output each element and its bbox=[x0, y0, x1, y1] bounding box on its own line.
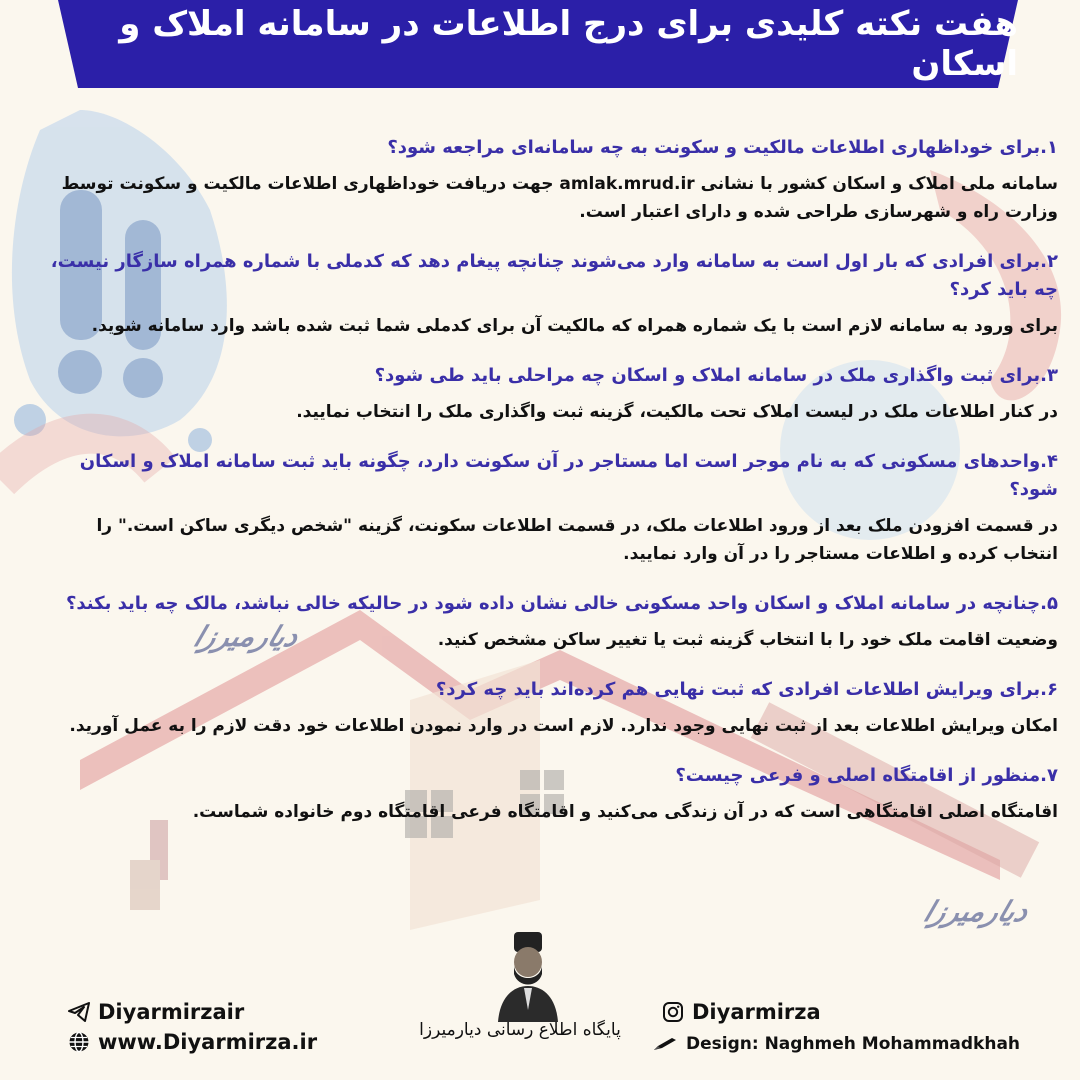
answer: وضعیت اقامت ملک خود را با انتخاب گزینه ثبت یا تغییر ساکن مشخص کنید. bbox=[437, 630, 1058, 650]
answer: در قسمت افزودن ملک بعد از ورود اطلاعات ملک، در قسمت اطلاعات سکونت، گزینه "شخص دیگری ساکن است." را انتخاب کرده و اطلاعات مستاجر را در آن وارد نمایید. bbox=[96, 516, 1058, 564]
qa-item bbox=[38, 118, 1058, 232]
qa-item bbox=[38, 574, 1058, 660]
qa-item bbox=[38, 746, 1058, 832]
answer: در کنار اطلاعات ملک در لیست املاک تحت مالکیت، گزینه ثبت واگذاری ملک را انتخاب نمایید. bbox=[296, 402, 1058, 422]
watermark-logo: دیارمیرزا bbox=[919, 895, 1033, 928]
tagline: پایگاه اطلاع رسانی دیارمیرزا bbox=[419, 1020, 621, 1040]
title-banner bbox=[58, 0, 1018, 88]
portrait-illustration bbox=[488, 930, 568, 1022]
pen-icon bbox=[652, 1036, 678, 1052]
telegram-handle: Diyarmirzair bbox=[98, 1000, 245, 1024]
question: ۲.برای افرادی که بار اول است به سامانه وارد می‌شوند چنانچه پیغام دهد که کدملی با شماره همراه سازگار نیست، چه باید کرد؟ bbox=[50, 251, 1058, 300]
telegram-link[interactable] bbox=[68, 1000, 244, 1024]
answer: امکان ویرایش اطلاعات بعد از ثبت نهایی وجود ندارد. لازم است در وارد نمودن اطلاعات خود دقت لازم را به عمل آورید. bbox=[69, 716, 1058, 736]
qa-list bbox=[38, 118, 1058, 832]
globe-icon bbox=[68, 1031, 90, 1053]
answer: برای ورود به سامانه لازم است با یک شماره همراه که مالکیت آن برای کدملی شما ثبت شده باشد وارد سامانه شوید. bbox=[91, 316, 1058, 336]
instagram-handle: Diyarmirza bbox=[692, 1000, 821, 1024]
answer: اقامتگاه اصلی اقامتگاهی است که در آن زندگی می‌کنید و اقامتگاه فرعی اقامتگاه دوم خانواده شماست. bbox=[192, 802, 1058, 822]
question: ۵.چنانچه در سامانه املاک و اسکان واحد مسکونی خالی نشان داده شود در حالیکه خالی نباشد، مالک چه باید بکند؟ bbox=[65, 593, 1058, 614]
question: ۶.برای ویرایش اطلاعات افرادی که ثبت نهایی هم کرده‌اند باید چه کرد؟ bbox=[435, 679, 1058, 700]
qa-item bbox=[38, 232, 1058, 346]
instagram-icon bbox=[662, 1001, 684, 1023]
qa-item bbox=[38, 660, 1058, 746]
question: ۱.برای خوداظهاری اطلاعات مالکیت و سکونت به چه سامانه‌ای مراجعه شود؟ bbox=[387, 137, 1058, 158]
design-credit bbox=[652, 1034, 1020, 1054]
qa-item bbox=[38, 346, 1058, 432]
question: ۳.برای ثبت واگذاری ملک در سامانه املاک و اسکان چه مراحلی باید طی شود؟ bbox=[374, 365, 1058, 386]
designer-name: Design: Naghmeh Mohammadkhah bbox=[686, 1034, 1021, 1054]
website-link[interactable] bbox=[68, 1030, 317, 1054]
question: ۷.منظور از اقامتگاه اصلی و فرعی چیست؟ bbox=[675, 765, 1058, 786]
website-url: www.Diyarmirza.ir bbox=[98, 1030, 318, 1054]
watermark-logo: دیارمیرزا bbox=[189, 620, 303, 653]
instagram-link[interactable] bbox=[662, 1000, 821, 1024]
answer: سامانه ملی املاک و اسکان کشور با نشانی amlak.mrud.ir جهت دریافت خوداظهاری اطلاعات مالکیت و سکونت توسط وزارت راه و شهرسازی طراحی شده و دارای اعتبار است. bbox=[61, 174, 1058, 222]
footer bbox=[0, 930, 1080, 1080]
telegram-icon bbox=[68, 1002, 90, 1022]
page-title: هفت نکته کلیدی برای درج اطلاعات در سامانه املاک و اسکان bbox=[119, 4, 1018, 84]
qa-item bbox=[38, 432, 1058, 574]
question: ۴.واحدهای مسکونی که به نام موجر است اما مستاجر در آن سکونت دارد، چگونه باید ثبت سامانه املاک و اسکان شود؟ bbox=[79, 451, 1058, 500]
